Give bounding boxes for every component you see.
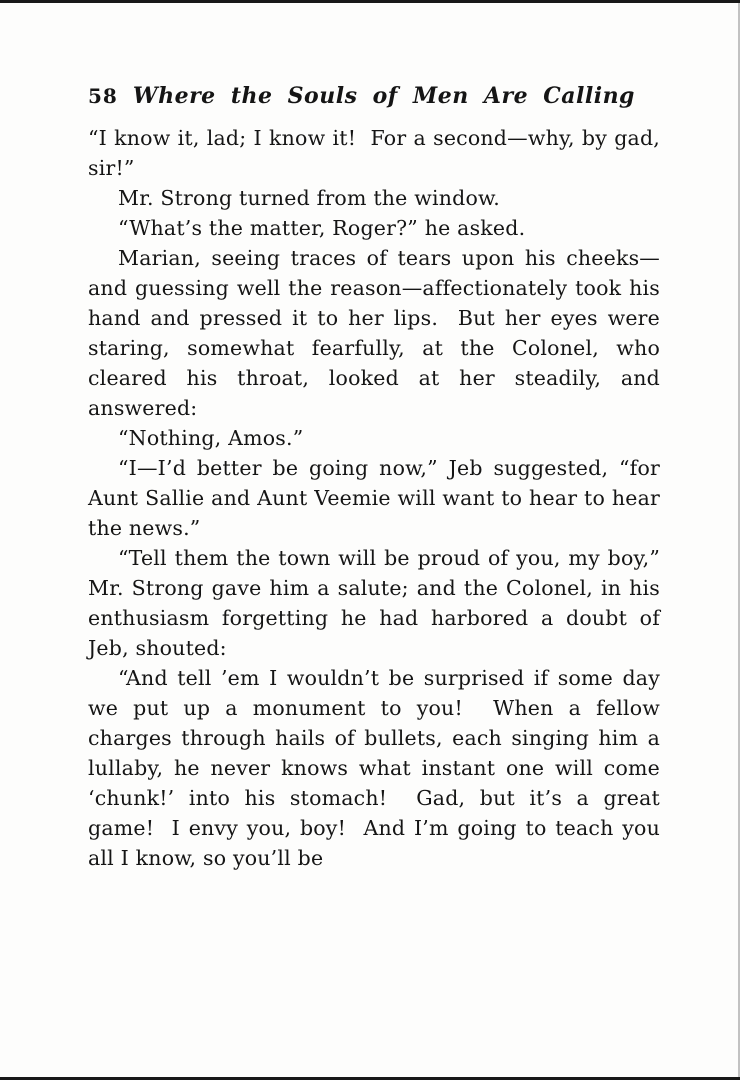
paragraph: Mr. Strong turned from the window. xyxy=(118,186,501,210)
paragraph: “I—I’d better be going now,” Jeb suggested, “for Aunt Sallie and Aunt Veemie will want to hear to hear the news.” xyxy=(88,456,667,540)
paragraph: “Nothing, Amos.” xyxy=(118,426,304,450)
paragraph: “I know it, lad; I know it! For a second—why, by gad, sir!” xyxy=(88,126,667,180)
paragraph: “What’s the matter, Roger?” he asked. xyxy=(118,216,526,240)
paragraph: “Tell them the town will be proud of you, my boy,” Mr. Strong gave him a salute; and the Colonel, in his enthusiasm forgetting he had harbored a doubt of Jeb, shouted: xyxy=(88,546,667,660)
paragraph: “And tell ’em I wouldn’t be surprised if some day we put up a monument to you! When a fellow charges through hails of bullets, each singing him a lullaby, he never knows what instant one will come ‘chunk!’ into his stomach! Gad, but it’s a great game! I envy you, boy! And I’m going to teach you all I know, so you’ll be xyxy=(88,666,667,870)
running-title: Where the Souls of Men Are Calling xyxy=(132,83,635,109)
paragraph: Marian, seeing traces of tears upon his cheeks—and guessing well the reason—affectionately took his hand and pressed it to her lips. But her eyes were staring, somewhat fearfully, at the Colonel, who cleared his throat, looked at her steadily, and answered: xyxy=(88,246,667,420)
page-text xyxy=(88,123,667,873)
page-number: 58 xyxy=(88,84,118,108)
page-header xyxy=(88,83,660,109)
